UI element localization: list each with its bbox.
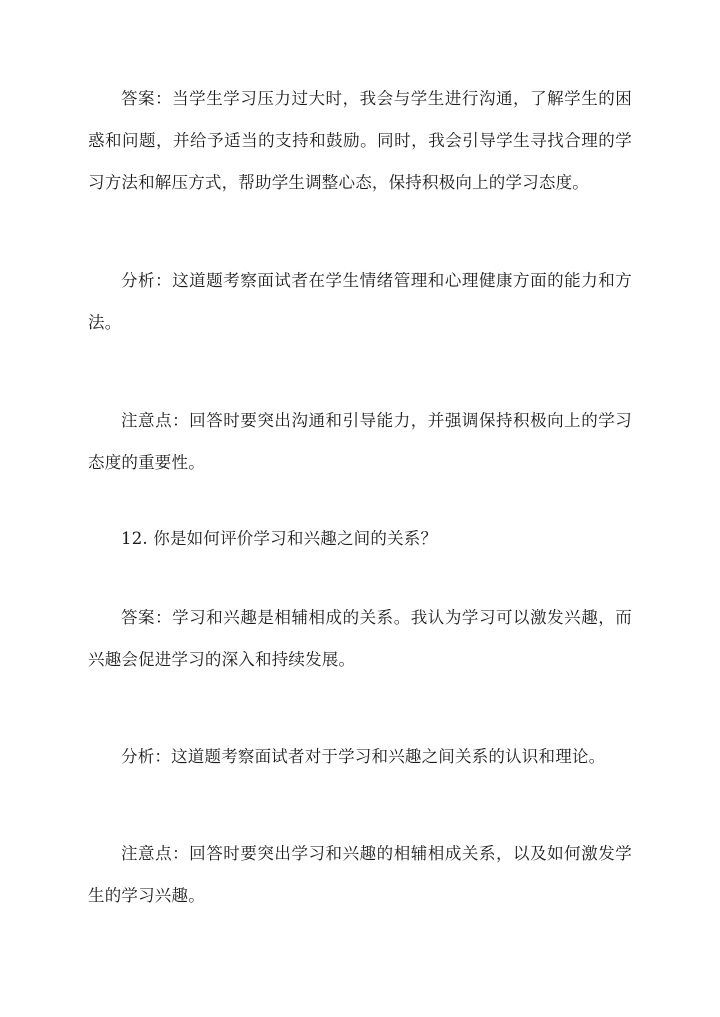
answer-paragraph: 答案：学习和兴趣是相辅相成的关系。我认为学习可以激发兴趣，而兴趣会促进学习的深入和持续发展。 — [88, 608, 632, 669]
analysis-paragraph: 分析：这道题考察面试者对于学习和兴趣之间关系的认识和理论。 — [121, 747, 606, 766]
answer-paragraph: 答案：当学生学习压力过大时，我会与学生进行沟通，了解学生的困惑和问题，并给予适当的支持和鼓励。同时，我会引导学生寻找合理的学习方法和解压方式，帮助学生调整心态，保持积极向上的学习态度。 — [88, 89, 632, 192]
notes-paragraph: 注意点：回答时要突出沟通和引导能力，并强调保持积极向上的学习态度的重要性。 — [88, 411, 632, 472]
question-heading: 12. 你是如何评价学习和兴趣之间的关系？ — [121, 529, 438, 548]
notes-paragraph: 注意点：回答时要突出学习和兴趣的相辅相成关系，以及如何激发学生的学习兴趣。 — [88, 844, 632, 905]
analysis-paragraph: 分析：这道题考察面试者在学生情绪管理和心理健康方面的能力和方法。 — [88, 271, 632, 332]
